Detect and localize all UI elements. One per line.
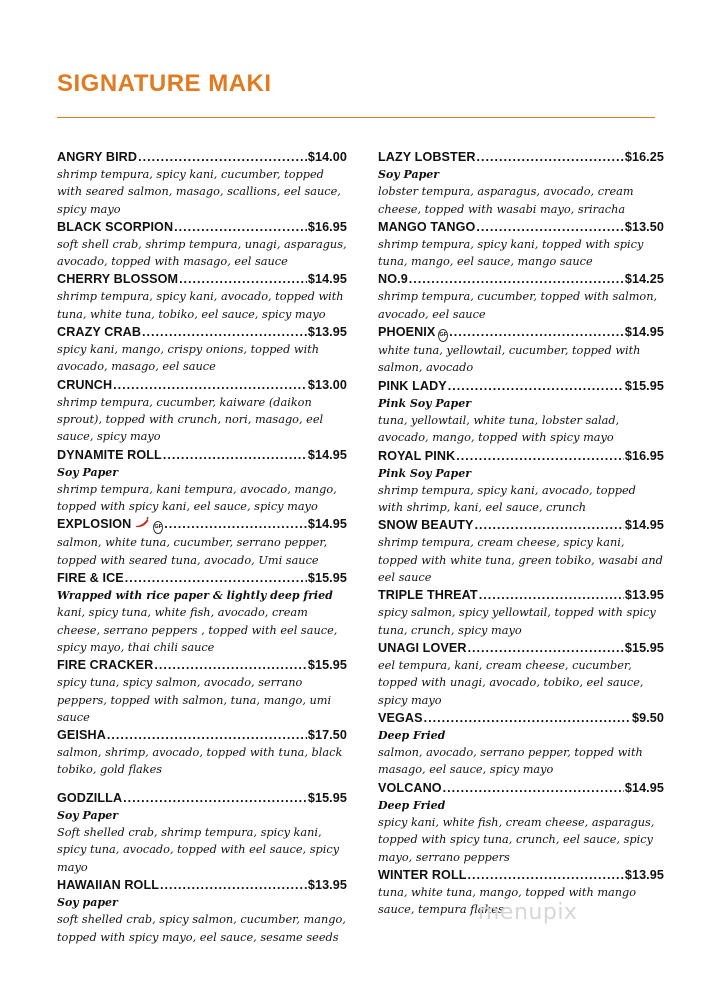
menu-item-name: VOLCANO xyxy=(378,780,442,795)
menu-item-price: $15.95 xyxy=(624,378,664,393)
chili-pepper-icon xyxy=(134,515,150,527)
menu-item-header xyxy=(378,639,664,657)
menu-item-note: Soy Paper xyxy=(378,168,440,181)
menu-item-description: shrimp tempura, spicy kani, topped with spicy tuna, mango, eel sauce, mango sauce xyxy=(378,237,644,269)
dot-leader xyxy=(424,709,631,727)
menu-item-description: white tuna, yellowtail, cucumber, topped with salmon, avocado xyxy=(378,344,641,375)
menu-item-description: lobster tempura, asparagus, avocado, cream cheese, topped with wasabi mayo, sriracha xyxy=(378,185,634,216)
menu-item-lazy-lobster xyxy=(378,148,664,218)
dot-leader xyxy=(443,779,624,797)
menu-item-header xyxy=(57,218,347,236)
menu-item-header xyxy=(378,709,664,727)
menu-item-price: $13.95 xyxy=(624,588,664,603)
menu-column-left xyxy=(57,148,347,946)
menu-item-name: EXPLOSION xyxy=(57,517,132,532)
menu-item-snow-beauty xyxy=(378,516,664,586)
menu-item-description: shrimp tempura, spicy kani, avocado, topped with shrimp, kani, eel sauce, crunch xyxy=(378,483,636,515)
menu-item-cherry-blossom xyxy=(57,270,347,323)
menu-item-description: shrimp tempura, kani tempura, avocado, mango, topped with spicy kani, eel sauce, spicy mayo xyxy=(57,482,337,514)
menu-item-name: BLACK SCORPION xyxy=(57,219,174,234)
menu-item-price: $16.95 xyxy=(624,448,664,463)
menu-item-name: CRUNCH xyxy=(57,377,113,392)
dot-leader xyxy=(468,639,624,657)
dot-leader xyxy=(409,270,624,288)
menu-item-name: CHERRY BLOSSOM xyxy=(57,272,179,287)
menu-item-header xyxy=(378,779,664,797)
menu-item-name: DYNAMITE ROLL xyxy=(57,447,162,462)
menu-item-header xyxy=(57,270,347,288)
menu-item-header xyxy=(378,447,664,465)
menu-item-vegas xyxy=(378,709,664,779)
menu-item-header xyxy=(378,270,664,288)
menu-item-price: $14.25 xyxy=(624,272,664,287)
menu-item-header xyxy=(378,377,664,395)
dot-leader xyxy=(476,218,623,236)
menu-item-price: $14.95 xyxy=(624,518,664,533)
page-title: SIGNATURE MAKI xyxy=(57,70,272,97)
dot-leader xyxy=(123,789,307,807)
dot-leader xyxy=(477,148,624,166)
menu-item-mango-tango xyxy=(378,218,664,271)
watermark: menupix xyxy=(478,900,578,925)
menu-item-description: eel tempura, kani, cream cheese, cucumber, topped with unagi, avocado, tobiko, eel sauce, spicy mayo xyxy=(378,658,644,707)
menu-item-note: Soy paper xyxy=(57,895,118,909)
menu-item-header xyxy=(57,726,347,744)
menu-item-price: $14.95 xyxy=(624,325,664,340)
menu-item-description: Soft shelled crab, shrimp tempura, spicy kani, spicy tuna, avocado, topped with eel sauce, spicy mayo xyxy=(57,826,340,874)
menu-item-header xyxy=(378,866,664,884)
menu-item-header xyxy=(57,515,347,534)
menu-item-name: NO.9 xyxy=(378,272,408,287)
dot-leader xyxy=(174,218,307,236)
menu-item-name: VEGAS xyxy=(378,710,423,725)
menu-item-note: Pink Soy Paper xyxy=(378,466,471,480)
menu-item-header xyxy=(57,656,347,674)
menu-item-description: spicy kani, white fish, cream cheese, asparagus, topped with spicy tuna, crunch, eel sauce, spicy mayo, serrano peppers xyxy=(378,816,655,864)
dot-leader xyxy=(125,569,307,587)
gluten-free-icon: GF xyxy=(438,329,448,342)
menu-item-description: soft shelled crab, spicy salmon, cucumber, mango, topped with spicy mayo, eel sauce, sesame seeds xyxy=(57,913,346,944)
dot-leader xyxy=(164,515,307,533)
menu-item-description: soft shell crab, shrimp tempura, unagi, asparagus, avocado, topped with masago, eel sauce xyxy=(57,237,347,269)
dot-leader xyxy=(479,586,624,604)
menu-item-explosion xyxy=(57,515,347,569)
menu-item-name: CRAZY CRAB xyxy=(57,325,142,340)
menu-item-price: $16.95 xyxy=(307,219,347,234)
menu-item-header xyxy=(378,516,664,534)
menu-item-header xyxy=(57,789,347,807)
menu-item-description: spicy tuna, spicy salmon, avocado, serrano peppers, topped with salmon, tuna, mango, umi sauce xyxy=(57,676,332,724)
menu-item-name: LAZY LOBSTER xyxy=(378,150,476,164)
menu-item-phoenix xyxy=(378,323,664,377)
menu-item-name: ROYAL PINK xyxy=(378,448,456,463)
menu-item-description: tuna, white tuna, mango, topped with mango sauce, tempura flakes xyxy=(378,885,637,917)
spacer xyxy=(57,779,347,789)
menu-item-price: $14.00 xyxy=(307,150,347,164)
menu-item-name: ANGRY BIRD xyxy=(57,150,138,164)
menu-item-price: $15.95 xyxy=(307,790,347,805)
menu-item-no-9 xyxy=(378,270,664,323)
menu-item-price: $14.95 xyxy=(624,780,664,795)
menu-item-fire-ice xyxy=(57,569,347,656)
menu-item-dynamite-roll xyxy=(57,446,347,516)
dot-leader xyxy=(113,376,307,394)
menu-item-description: spicy salmon, spicy yellowtail, topped with spicy tuna, crunch, spicy mayo xyxy=(378,606,656,637)
menu-item-price: $14.95 xyxy=(307,272,347,287)
menu-item-description: tuna, yellowtail, white tuna, lobster salad, avocado, mango, topped with spicy mayo xyxy=(378,413,620,445)
menu-item-name: SNOW BEAUTY xyxy=(378,518,474,533)
menu-item-note: Deep Fried xyxy=(378,728,446,742)
menu-item-name: TRIPLE THREAT xyxy=(378,588,478,603)
menu-item-note: Pink Soy Paper xyxy=(378,396,471,410)
menu-item-description: shrimp tempura, spicy kani, avocado, topped with tuna, white tuna, tobiko, eel sauce, spicy mayo xyxy=(57,290,344,321)
menu-item-price: $13.95 xyxy=(624,867,664,882)
menu-item-price: $15.95 xyxy=(307,658,347,673)
menu-column-right xyxy=(378,148,664,919)
dot-leader xyxy=(448,377,624,395)
menu-item-header xyxy=(57,323,347,341)
menu-item-description: kani, spicy tuna, white fish, avocado, cream cheese, serrano peppers , topped with eel sauce, spicy mayo, thai chili sauce xyxy=(57,606,338,654)
menu-item-name: WINTER ROLL xyxy=(378,867,467,882)
menu-item-name: HAWAIIAN ROLL xyxy=(57,877,160,892)
menu-item-price: $15.95 xyxy=(307,571,347,586)
menu-item-header xyxy=(57,569,347,587)
menu-item-volcano xyxy=(378,779,664,866)
menu-item-price: $13.50 xyxy=(624,219,664,234)
menu-item-description: salmon, white tuna, cucumber, serrano pepper, topped with seared tuna, avocado, Umi sauce xyxy=(57,536,328,567)
menu-item-note: Deep Fried xyxy=(378,798,446,812)
title-divider xyxy=(57,117,655,118)
dot-leader xyxy=(138,148,307,166)
menu-item-name: GEISHA xyxy=(57,728,106,743)
menu-item-name: MANGO TANGO xyxy=(378,219,476,234)
menu-item-name: UNAGI LOVER xyxy=(378,640,467,655)
menu-item-fire-cracker xyxy=(57,656,347,726)
menu-item-description: shrimp tempura, cream cheese, spicy kani, topped with white tuna, green tobiko, wasabi and eel sauce xyxy=(378,536,663,585)
menu-item-name: PHOENIX xyxy=(378,325,436,340)
menu-item-header xyxy=(57,148,347,166)
menu-item-description: shrimp tempura, spicy kani, cucumber, topped with seared salmon, masago, scallions, eel sauce, spicy mayo xyxy=(57,168,341,216)
menu-item-header xyxy=(378,218,664,236)
menu-item-crunch xyxy=(57,376,347,446)
menu-item-price: $13.95 xyxy=(307,325,347,340)
menu-item-header xyxy=(378,586,664,604)
menu-item-description: shrimp tempura, cucumber, topped with salmon, avocado, eel sauce xyxy=(378,290,658,321)
menu-item-name: FIRE & ICE xyxy=(57,571,124,586)
dot-leader xyxy=(163,446,307,464)
menu-item-description: salmon, avocado, serrano pepper, topped with masago, eel sauce, spicy mayo xyxy=(378,746,643,777)
menu-item-header xyxy=(378,148,664,166)
menu-item-godzilla xyxy=(57,789,347,876)
dot-leader xyxy=(107,726,307,744)
menu-item-header xyxy=(57,876,347,894)
menu-item-royal-pink xyxy=(378,447,664,517)
menu-item-header xyxy=(57,376,347,394)
menu-item-price: $13.95 xyxy=(307,877,347,892)
menu-item-unagi-lover xyxy=(378,639,664,709)
dot-leader xyxy=(179,270,307,288)
menu-item-hawaiian-roll xyxy=(57,876,347,946)
menu-item-price: $9.50 xyxy=(631,710,664,725)
menu-item-angry-bird xyxy=(57,148,347,218)
dot-leader xyxy=(456,447,624,465)
menu-item-crazy-crab xyxy=(57,323,347,376)
menu-item-description: salmon, shrimp, avocado, topped with tuna, black tobiko, gold flakes xyxy=(57,746,343,777)
dot-leader xyxy=(160,876,307,894)
gluten-free-icon: GF xyxy=(153,521,163,534)
menu-item-black-scorpion xyxy=(57,218,347,271)
dot-leader xyxy=(154,656,307,674)
menu-item-name: GODZILLA xyxy=(57,790,123,805)
dot-leader xyxy=(475,516,624,534)
menu-item-note: Wrapped with rice paper & lightly deep fried xyxy=(57,589,333,603)
menu-item-note: Soy Paper xyxy=(57,465,119,479)
menu-item-triple-threat xyxy=(378,586,664,639)
menu-item-description: spicy kani, mango, crispy onions, topped with avocado, masago, eel sauce xyxy=(57,343,320,374)
dot-leader xyxy=(468,866,624,884)
menu-item-note: Soy Paper xyxy=(57,808,119,822)
menu-item-price: $16.25 xyxy=(624,150,664,164)
menu-item-header xyxy=(57,446,347,464)
menu-item-geisha xyxy=(57,726,347,779)
menu-item-name: FIRE CRACKER xyxy=(57,658,154,673)
menu-item-price: $15.95 xyxy=(624,640,664,655)
menu-item-price: $13.00 xyxy=(307,377,347,392)
menu-item-description: shrimp tempura, cucumber, kaiware (daikon sprout), topped with crunch, nori, masago, eel sauce, spicy mayo xyxy=(57,395,324,444)
menu-item-name: PINK LADY xyxy=(378,378,447,393)
dot-leader xyxy=(142,323,307,341)
menu-item-price: $14.95 xyxy=(307,447,347,462)
menu-item-price: $14.95 xyxy=(307,517,347,532)
dot-leader xyxy=(449,323,624,341)
menu-item-pink-lady xyxy=(378,377,664,447)
menu-item-header xyxy=(378,323,664,342)
menu-item-price: $17.50 xyxy=(307,728,347,743)
